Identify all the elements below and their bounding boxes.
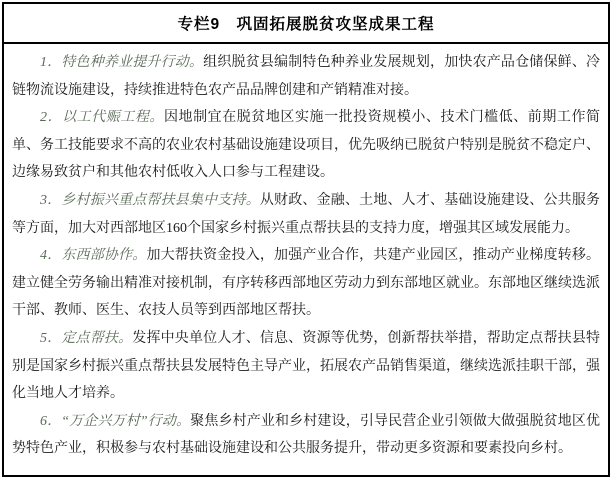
document-panel [2,2,610,477]
paragraph-1 [12,49,600,104]
action-name-1: 1．特色种养业提升行动。 [40,55,204,70]
paragraph-4 [12,242,600,325]
paragraph-text-4: 加大帮扶资金投入，加强产业合作，共建产业园区，推动产业梯度转移。建立健全劳务输出精准对接机制，有序转移西部地区劳动力到东部地区就业。东部地区继续选派干部、教师、医生、农技人员等到西部地区帮扶。 [12,248,600,319]
paragraph-6 [12,408,600,463]
paragraph-2 [12,104,600,187]
paragraph-3 [12,187,600,242]
paragraph-5 [12,325,600,408]
panel-title: 专栏9 巩固拓展脱贫攻坚成果工程 [4,4,608,44]
panel-body [4,44,608,463]
paragraph-text-3: 从财政、金融、土地、人才、基础设施建设、公共服务等方面，加大对西部地区160个国家乡村振兴重点帮扶县的支持力度，增强其区域发展能力。 [12,192,601,236]
action-name-4: 4．东西部协作。 [40,248,147,264]
action-name-6: 6．“万企兴万村”行动。 [40,413,191,429]
paragraph-text-5: 发挥中央单位人才、信息、资源等优势，创新帮扶举措，帮助定点帮扶县特别是国家乡村振兴重点帮扶县发展特色主导产业，拓展农产品销售渠道，继续选派挂职干部，强化当地人才培养。 [12,330,601,402]
action-name-5: 5．定点帮扶。 [40,330,133,346]
action-name-3: 3．乡村振兴重点帮扶县集中支持。 [40,192,260,208]
paragraph-text-2: 因地制宜在脱贫地区实施一批投资规模小、技术门槛低、前期工作简单、务工技能要求不高的农业农村基础设施建设项目，优先吸纳已脱贫户特别是脱贫不稳定户、边缘易致贫户和其他农村低收入人口参与工程建设。 [12,110,601,181]
paragraph-text-6: 聚焦乡村产业和乡村建设，引导民营企业引领做大做强脱贫地区优势特色产业，积极参与农村基础设施建设和公共服务提升，带动更多资源和要素投向乡村。 [12,413,600,457]
action-name-2: 2．以工代赈工程。 [40,110,164,126]
paragraph-text-1: 组织脱贫县编制特色种养业发展规划，加快农产品仓储保鲜、冷链物流设施建设，持续推进特色农产品品牌创建和产销精准对接。 [12,55,601,98]
